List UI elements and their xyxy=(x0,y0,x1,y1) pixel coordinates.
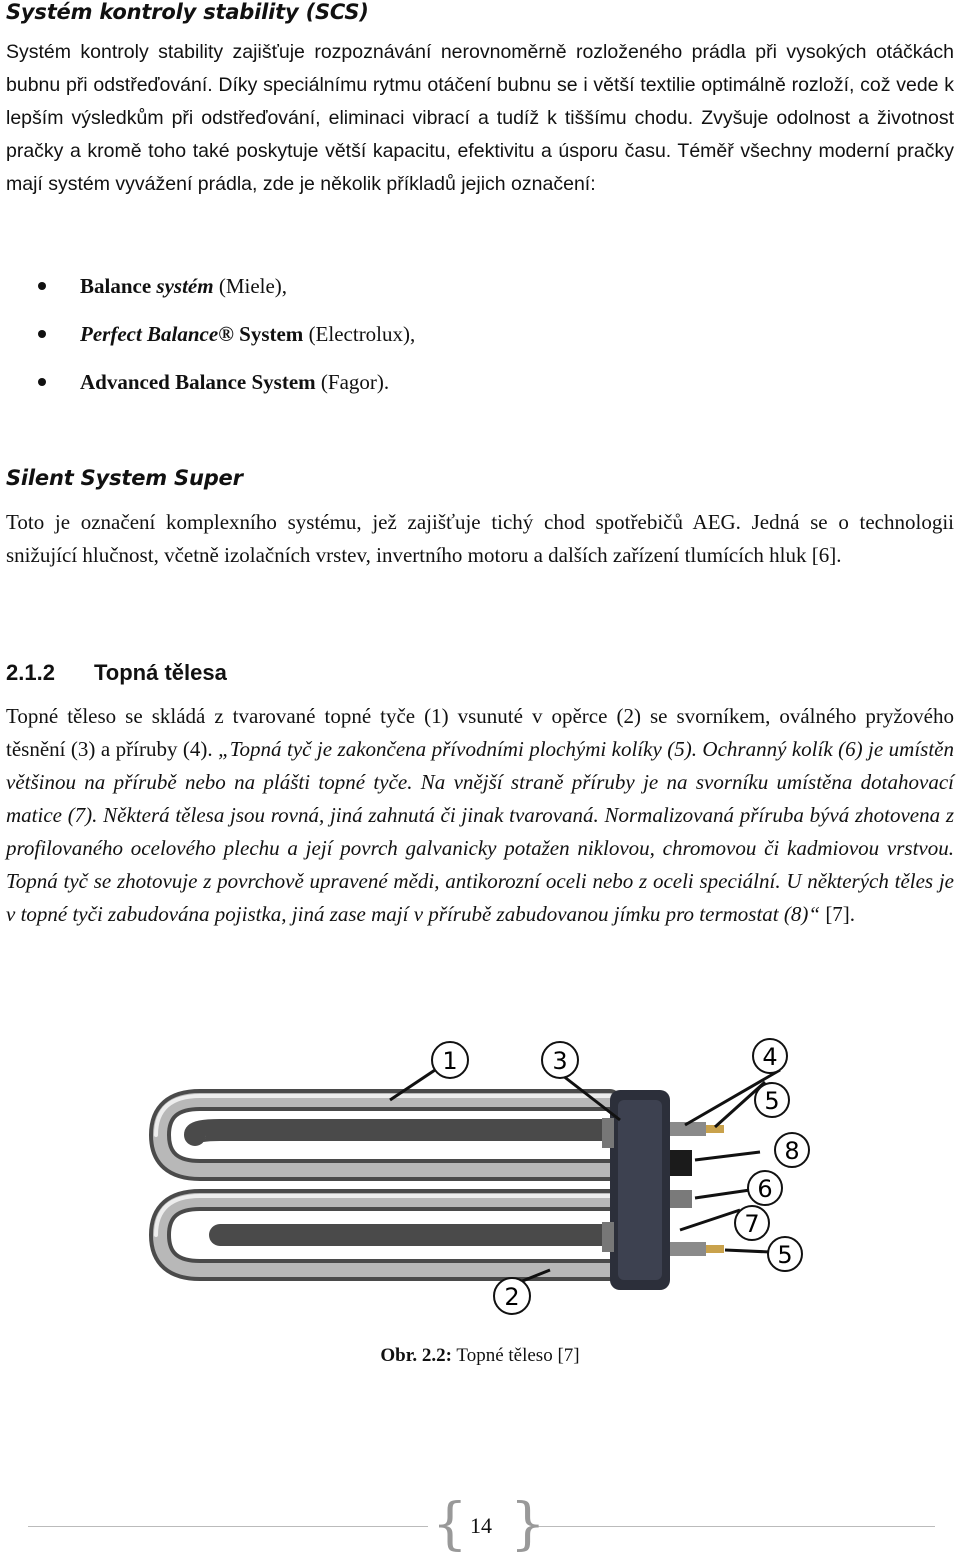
callout-8: 8 xyxy=(784,1137,800,1165)
list-item-label: Advanced Balance System xyxy=(80,370,316,394)
bullet-icon xyxy=(38,282,46,290)
caption-text: Topné těleso [7] xyxy=(452,1345,580,1366)
section-number: 2.1.2 xyxy=(6,660,55,685)
list-item xyxy=(0,314,415,362)
callout-1: 1 xyxy=(442,1047,458,1075)
section-title: Topná tělesa xyxy=(94,660,227,685)
sss-heading: Silent System Super xyxy=(6,466,243,490)
callout-5-lower: 5 xyxy=(777,1241,793,1269)
flange xyxy=(602,1090,670,1290)
list-item-label-italic: Perfect Balance® xyxy=(80,322,234,346)
list-item-label-italic: systém xyxy=(156,274,214,298)
paragraph-text: Topné těleso se skládá z tvarované topné tyče (1) vsunuté v opěrce (2) se svorníkem, oválného pryžového těsnění (3) a příruby (4). xyxy=(6,704,954,761)
bullet-icon xyxy=(38,378,46,386)
list-item-label: System xyxy=(233,322,304,346)
callout-3: 3 xyxy=(552,1047,568,1075)
list-item-brand: (Miele), xyxy=(213,274,288,298)
section-heading xyxy=(6,660,227,686)
quoted-text: „Topná tyč je zakončena přívodními plochými kolíky (5). Ochranný kolík (6) je umístěn většinou na přírubě nebo na plášti topné tyče. Na vnější straně příruby je na svorníku umístěna dotahovací matice (7). Některá tělesa jsou rovná, jiná zahnutá či jinak tvarovaná. Normalizovaná příruba bývá zhotovena z profilovaného ocelového plechu a její povrch galvanicky potažen niklovou, chromovou či kadmiovou vrstvou. Topná tyč se zhotovuje z povrchově upravené mědi, antikorozní oceli nebo z oceli speciální. U některých těles je v topné tyči zabudována pojistka, jiná zase mají v přírubě zabudovanou jímku pro termostat (8)“ xyxy=(6,737,954,926)
list-item-brand: (Electrolux), xyxy=(303,322,416,346)
right-brace-icon: } xyxy=(510,1492,546,1557)
heating-element-paragraph xyxy=(6,700,954,931)
balance-system-list xyxy=(0,266,415,410)
page-footer xyxy=(0,1492,960,1565)
citation-ref: [7]. xyxy=(820,902,856,926)
callout-7: 7 xyxy=(744,1210,760,1238)
caption-label: Obr. 2.2: xyxy=(380,1345,453,1366)
list-item xyxy=(0,362,415,410)
list-item-brand: (Fagor). xyxy=(315,370,390,394)
callout-5-upper: 5 xyxy=(764,1087,780,1115)
sss-paragraph: Toto je označení komplexního systému, jež zajišťuje tichý chod spotřebičů AEG. Jedná se o technologii snižující hlučnost, včetně izolačních vrstev, invertního motoru a dalších zařízení tlumících hluk [6]. xyxy=(6,510,954,567)
footer-rule-left xyxy=(28,1526,428,1527)
callout-2: 2 xyxy=(504,1283,520,1311)
footer-rule-right xyxy=(535,1526,935,1527)
list-item xyxy=(0,266,415,314)
heating-element-figure xyxy=(140,1030,830,1330)
left-brace-icon: { xyxy=(432,1492,468,1557)
callout-4: 4 xyxy=(762,1043,778,1071)
heating-rod xyxy=(156,1096,610,1270)
callout-6: 6 xyxy=(757,1175,773,1203)
terminals xyxy=(670,1122,724,1256)
list-item-label: Balance xyxy=(80,274,157,298)
figure-caption xyxy=(0,1345,960,1367)
page-number: 14 xyxy=(470,1513,492,1538)
bullet-icon xyxy=(38,330,46,338)
scs-paragraph: Systém kontroly stability zajišťuje rozpoznávání nerovnoměrně rozloženého prádla při vysokých otáčkách bubnu při odstřeďování. Díky speciálnímu rytmu otáčení bubnu se i větší textilie optimálně rozloží, což vede k lepším výsledkům při odstřeďování, eliminaci vibrací a tudíž k tiššímu chodu. Zvyšuje odolnost a životnost pračky a kromě toho také poskytuje větší kapacitu, efektivitu a úsporu času. Téměř všechny moderní pračky mají systém vyvážení prádla, zde je několik příkladů jejich označení: xyxy=(6,41,954,195)
scs-heading: Systém kontroly stability (SCS) xyxy=(6,0,369,24)
